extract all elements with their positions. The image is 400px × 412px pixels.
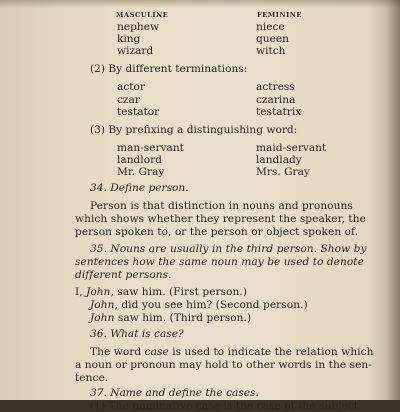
example-first-person: I, John, saw him. (First person.) bbox=[75, 286, 248, 298]
example-second-person: John, did you see him? (Second person.) bbox=[90, 299, 308, 311]
masculine-word: Mr. Gray bbox=[117, 166, 165, 178]
answer-36-line: a noun or pronoun may hold to other words in the sen- bbox=[75, 359, 372, 371]
masculine-header: MASCULINE bbox=[116, 11, 169, 19]
masculine-word: king bbox=[117, 33, 141, 45]
masculine-word: man-servant bbox=[117, 142, 184, 154]
masculine-word: nephew bbox=[117, 21, 160, 33]
question-35-line: different persons. bbox=[75, 269, 172, 281]
rule-terminations: (2) By different terminations: bbox=[90, 63, 248, 75]
question-37: 37. Name and define the cases. bbox=[90, 387, 259, 399]
answer-34-line: which shows whether they represent the speaker, the bbox=[75, 213, 366, 225]
answer-36-line: tence. bbox=[75, 372, 109, 384]
answer-36-line: The word case is used to indicate the relation which bbox=[90, 346, 374, 358]
masculine-word: czar bbox=[117, 94, 140, 106]
feminine-word: niece bbox=[256, 21, 285, 33]
question-35-line: 35. Nouns are usually in the third person. Show by bbox=[90, 243, 367, 255]
feminine-word: witch bbox=[256, 45, 286, 57]
feminine-word: actress bbox=[256, 81, 295, 93]
masculine-word: wizard bbox=[117, 45, 154, 57]
cutoff-line: (1) The nominative case is the case of the subject bbox=[90, 400, 359, 412]
feminine-word: czarina bbox=[256, 94, 296, 106]
example-third-person: John saw him. (Third person.) bbox=[90, 312, 252, 324]
masculine-word: testator bbox=[117, 106, 160, 118]
feminine-word: testatrix bbox=[256, 106, 302, 118]
answer-34-line: person spoken to, or the person or object spoken of. bbox=[75, 226, 359, 238]
question-36: 36. What is case? bbox=[90, 328, 184, 340]
question-35-line: sentences how the same noun may be used to denote bbox=[75, 256, 364, 268]
feminine-header: FEMININE bbox=[257, 11, 303, 19]
feminine-word: maid-servant bbox=[256, 142, 327, 154]
masculine-word: landlord bbox=[117, 154, 162, 166]
page-edge-shadow bbox=[386, 0, 400, 400]
page-top-shadow bbox=[0, 0, 400, 8]
feminine-word: Mrs. Gray bbox=[256, 166, 310, 178]
feminine-word: landlady bbox=[256, 154, 302, 166]
feminine-word: queen bbox=[256, 33, 289, 45]
question-34: 34. Define person. bbox=[90, 182, 189, 194]
masculine-word: actor bbox=[117, 81, 145, 93]
rule-prefixing: (3) By prefixing a distinguishing word: bbox=[90, 124, 298, 136]
answer-34-line: Person is that distinction in nouns and pronouns bbox=[90, 200, 353, 212]
